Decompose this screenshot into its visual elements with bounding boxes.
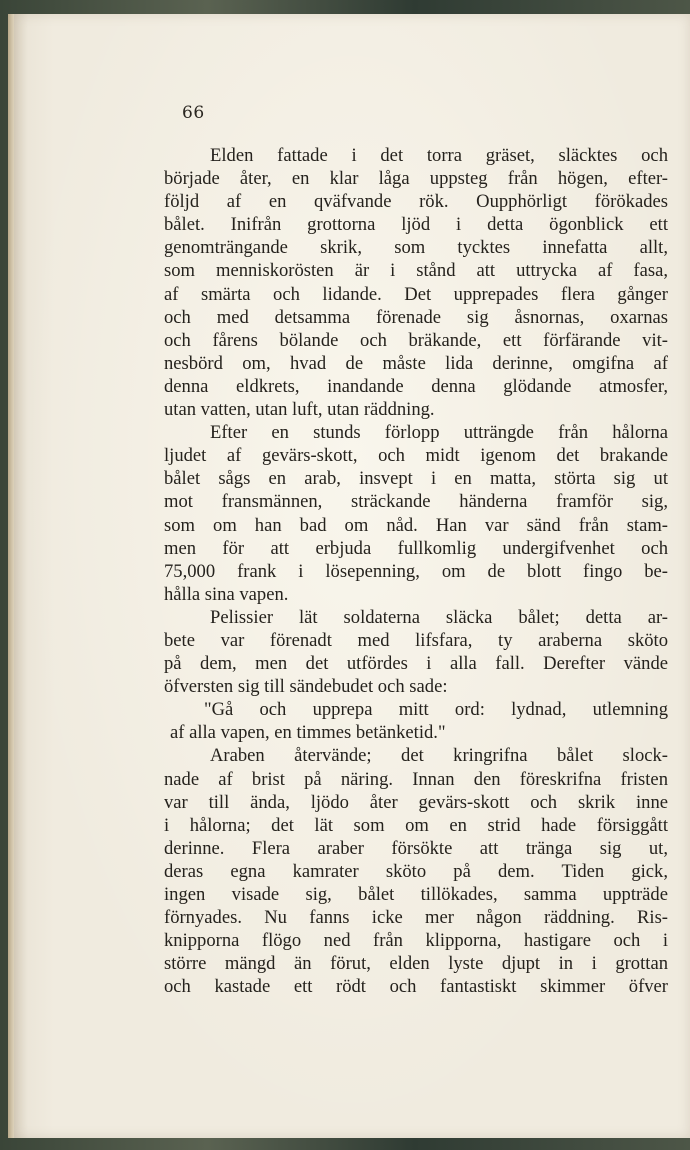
text-line: som menniskorösten är i stånd att uttrycka af fasa, [164, 260, 668, 282]
text-line: bete var förenadt med lifsfara, ty araberna sköto [164, 629, 668, 651]
text-line: som om han bad om nåd. Han var sänd från stam- [164, 514, 668, 536]
text-line: större mängd än förut, elden lyste djupt in i grottan [164, 953, 668, 975]
text-line: genomträngande skrik, som tycktes innefatta allt, [164, 237, 668, 259]
text-line: derinne. Flera araber försökte att tränga sig ut, [164, 837, 668, 859]
text-line: bålet. Inifrån grottorna ljöd i detta ögonblick ett [164, 214, 668, 236]
text-line: af alla vapen, en timmes betänketid." [170, 722, 446, 744]
text-line: knipporna flögo ned från klipporna, hastigare och i [164, 930, 668, 952]
text-line: och med detsamma förenade sig åsnornas, oxarnas [164, 306, 668, 328]
text-line: Pelissier lät soldaterna släcka bålet; detta ar- [210, 606, 668, 628]
text-line: Efter en stunds förlopp utträngde från hålorna [210, 422, 668, 444]
text-line: Elden fattade i det torra gräset, släcktes och [210, 145, 668, 166]
text-line: mot fransmännen, sträckande händerna framför sig, [164, 491, 668, 513]
text-line: 75,000 frank i lösepenning, om de blott fingo be- [164, 560, 668, 582]
text-line: och kastade ett rödt och fantastiskt skimmer öfver [164, 976, 668, 998]
text-line: och fårens bölande och bräkande, ett förfärande vit- [164, 329, 668, 351]
text-line: deras egna kamrater sköto på dem. Tiden gick, [164, 860, 668, 882]
text-line: på dem, men det utfördes i alla fall. Derefter vände [164, 653, 668, 675]
text-line: började åter, en klar låga uppsteg från högen, efter- [164, 168, 668, 190]
text-line: nesbörd om, hvad de måste lida derinne, omgifna af [164, 352, 668, 374]
body-text [164, 144, 668, 998]
text-line: utan vatten, utan luft, utan räddning. [164, 399, 435, 421]
text-line: af smärta och lidande. Det upprepades flera gånger [164, 283, 668, 305]
text-line: men för att erbjuda fullkomlig undergifvenhet och [164, 537, 668, 559]
page-number: 66 [182, 103, 205, 123]
text-line: ljudet af gevärs-skott, och midt igenom det brakande [164, 445, 668, 467]
text-line: förnyades. Nu fanns icke mer någon räddning. Ris- [164, 907, 668, 929]
text-line: Araben återvände; det kringrifna bålet slock- [210, 745, 668, 767]
text-line: bålet sågs en arab, insvept i en matta, störta sig ut [164, 468, 668, 490]
text-line: i hålorna; det lät som om en strid hade försiggått [164, 814, 668, 836]
text-line: ingen visade sig, bålet tillökades, samma uppträde [164, 884, 668, 905]
text-line: nade af brist på näring. Innan den föreskrifna fristen [164, 768, 668, 790]
text-line: öfversten sig till sändebudet och sade: [164, 676, 448, 698]
text-line: var till ända, ljödo åter gevärs-skott och skrik inne [164, 791, 668, 813]
text-line: hålla sina vapen. [164, 583, 289, 605]
text-line: följd af en qväfvande rök. Oupphörligt förökades [164, 191, 668, 213]
text-line: "Gå och upprepa mitt ord: lydnad, utlemning [204, 699, 668, 721]
text-line: denna eldkrets, inandande denna glödande atmosfer, [164, 375, 668, 397]
